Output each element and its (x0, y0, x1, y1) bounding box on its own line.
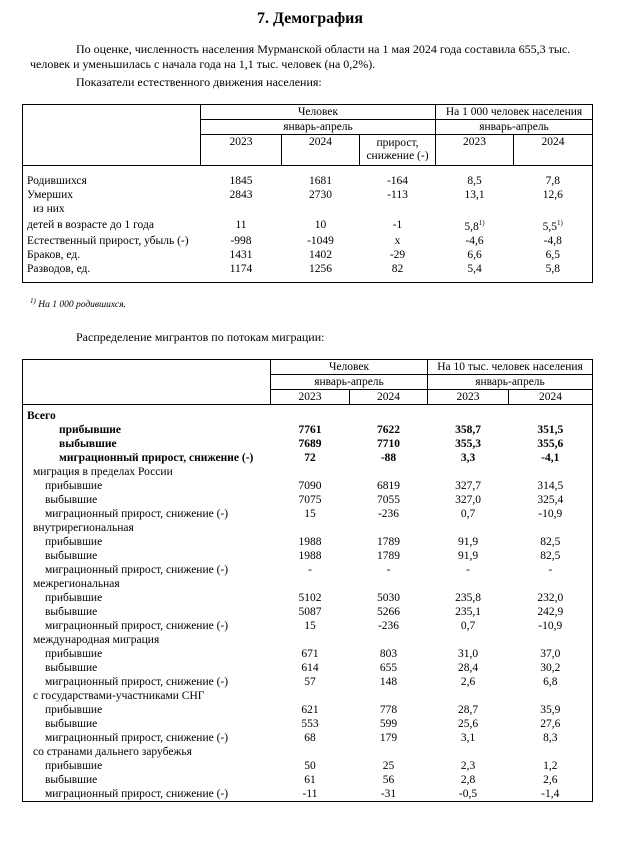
row-label: прибывшие (59, 424, 122, 436)
value-2024: 5266 (377, 606, 400, 618)
table1-year-2023: 2023 (201, 135, 282, 166)
table-row (23, 262, 593, 276)
rate-2024: -10,9 (538, 508, 563, 520)
rate-2024: -4,8 (543, 234, 562, 247)
value-2023 (201, 202, 282, 216)
value-2024 (282, 202, 360, 216)
row-label: выбывшие (45, 774, 98, 786)
table1-period-rate: январь-апрель (436, 120, 593, 135)
value-2024 (350, 465, 428, 479)
table1-head-per1000: На 1 000 человек населения (436, 105, 593, 120)
row-label: детей в возрасте до 1 года (27, 218, 154, 231)
row-label: выбывшие (45, 606, 98, 618)
table-row (23, 633, 593, 647)
value-2024: 599 (379, 718, 398, 730)
value-2024 (350, 521, 428, 535)
value-growth: -164 (386, 175, 409, 187)
value-2024: 2730 (309, 189, 332, 201)
row-label: миграционный прирост, снижение (-) (45, 788, 229, 800)
table-row (23, 202, 593, 216)
value-2024: 148 (379, 676, 398, 688)
value-2023: 72 (304, 452, 316, 464)
table-row (23, 591, 593, 605)
value-2023 (271, 745, 350, 759)
table-row (23, 717, 593, 731)
row-label: прибывшие (45, 480, 103, 492)
rate-2024 (509, 577, 593, 591)
value-2023: 1431 (229, 248, 253, 261)
footnote (30, 297, 126, 310)
row-label: выбывшие (45, 662, 98, 674)
rate-2024: 314,5 (537, 480, 564, 492)
value-2024: -236 (377, 620, 400, 632)
rate-2024: 325,4 (537, 494, 564, 506)
table-row (23, 423, 593, 437)
intro-paragraph: По оценке, численность населения Мурманской области на 1 мая 2024 года составила 655,3 тыс. человек и уменьшилась с начала года на 1,1 тыс. человек (на 0,2%). (30, 42, 571, 71)
rate-2023: 6,6 (467, 248, 482, 261)
rate-2023: 25,6 (457, 718, 479, 730)
row-label: международная миграция (33, 634, 160, 646)
row-label: с государствами-участниками СНГ (33, 690, 205, 702)
value-2024: 25 (382, 760, 395, 772)
rate-2023: 0,7 (460, 508, 476, 520)
value-2023: 15 (304, 508, 316, 520)
footnote-mark: 1) (30, 297, 36, 305)
value-growth (360, 202, 436, 216)
value-2023: 50 (304, 760, 316, 772)
row-label: Умерших (27, 189, 74, 201)
rate-2024: -1,4 (541, 788, 560, 800)
rate-2024: 12,6 (542, 189, 563, 201)
table1-corner (23, 105, 201, 166)
rate-2023: 358,7 (455, 424, 481, 436)
table1-body (23, 174, 593, 282)
value-growth: x (394, 234, 401, 247)
row-label: миграция в пределах России (33, 466, 173, 478)
row-label: со странами дальнего зарубежья (33, 746, 192, 758)
rate-2023: 2,6 (460, 676, 476, 688)
table1-rate-year-2023: 2023 (436, 135, 514, 166)
table-row (23, 689, 593, 703)
row-label: миграционный прирост, снижение (-) (45, 732, 229, 744)
rate-2024: 27,6 (540, 718, 561, 730)
rate-2024: 232,0 (537, 592, 564, 604)
value-2023: 1988 (298, 536, 322, 548)
value-2024: 179 (379, 732, 398, 744)
rate-2023: 31,0 (457, 648, 479, 660)
rate-2023 (428, 577, 509, 591)
rate-2024 (509, 689, 593, 703)
rate-2024 (509, 521, 593, 535)
table-row (23, 773, 593, 787)
row-label: выбывшие (45, 718, 98, 730)
value-2024: 655 (379, 662, 398, 674)
value-growth: -1 (392, 218, 403, 231)
table2-year-2024: 2024 (350, 390, 428, 405)
table2-period-rate: январь-апрель (428, 375, 593, 390)
table2-head-per10k: На 10 тыс. человек населения (428, 360, 593, 375)
value-2023: 11 (235, 218, 247, 231)
rate-2024 (514, 202, 593, 216)
table-row (23, 507, 593, 521)
value-2024: 7055 (377, 494, 400, 506)
rate-2023: 2,8 (460, 774, 476, 786)
row-label: выбывшие (45, 494, 98, 506)
table-row (23, 234, 593, 248)
value-2023: 7090 (298, 480, 322, 492)
rate-2024: 6,5 (545, 248, 560, 261)
row-label: из них (33, 203, 65, 215)
rate-2024: 30,2 (540, 662, 561, 674)
row-label: Браков, ед. (27, 248, 81, 261)
rate-2023: 2,3 (460, 760, 476, 772)
value-2023: 7761 (298, 424, 322, 436)
row-label: выбывшие (45, 550, 98, 562)
rate-2023: 5,4 (467, 262, 482, 275)
value-2024: 5030 (377, 592, 400, 604)
table2-year-2023: 2023 (271, 390, 350, 405)
table-row (23, 577, 593, 591)
rate-2023 (428, 409, 509, 423)
table-row (23, 563, 593, 577)
rate-2023: - (466, 564, 470, 576)
footnote-text: На 1 000 родившихся. (35, 300, 126, 311)
table1-year-2024: 2024 (282, 135, 360, 166)
value-2023: 2843 (229, 189, 253, 201)
rate-2023 (428, 633, 509, 647)
table-row (23, 216, 593, 234)
table-row (23, 535, 593, 549)
rate-2023: 91,9 (457, 536, 479, 548)
row-label: прибывшие (45, 704, 103, 716)
table-row (23, 787, 593, 802)
rate-2023: 3,1 (460, 732, 476, 744)
table-row (23, 479, 593, 493)
table-row (23, 248, 593, 262)
table-row (23, 174, 593, 188)
value-2024: -236 (377, 508, 400, 520)
rate-2023 (428, 521, 509, 535)
table1-caption: Показатели естественного движения населения: (76, 75, 322, 89)
value-growth: 82 (391, 262, 404, 275)
value-2024: -1049 (307, 234, 334, 247)
row-label: Всего (27, 410, 56, 422)
value-2023: 5087 (298, 606, 322, 618)
table1-bottom-spacer (23, 276, 593, 283)
value-2024: -88 (380, 452, 397, 464)
rate-2023: 235,1 (455, 606, 481, 618)
table1-growth-header (360, 135, 436, 166)
rate-2023: 13,1 (464, 189, 485, 201)
table-row (23, 731, 593, 745)
row-label: Естественный прирост, убыль (-) (27, 234, 189, 247)
rate-2023: 5,8$^{1)}$ (464, 219, 485, 233)
rate-2024: 35,9 (540, 704, 561, 716)
rate-2024 (509, 745, 593, 759)
rate-2023 (436, 202, 514, 216)
rate-2024: 6,8 (543, 676, 558, 688)
value-2023: 553 (301, 718, 319, 730)
page-title: 7. Демография (256, 10, 364, 27)
row-label: прибывшие (45, 536, 103, 548)
rate-2024 (509, 633, 593, 647)
natural-movement-table (22, 104, 593, 283)
table2-head-people: Человек (271, 360, 428, 375)
table-row (23, 549, 593, 563)
row-label: внутрирегиональная (33, 522, 134, 534)
value-2024: 7710 (377, 438, 400, 450)
value-2023: 7689 (298, 438, 322, 450)
rate-2024 (509, 409, 593, 423)
intro-text (30, 42, 590, 72)
row-label: миграционный прирост, снижение (-) (45, 508, 229, 520)
value-2023 (271, 409, 350, 423)
value-2023: 614 (301, 662, 319, 674)
value-2024: 1681 (309, 175, 332, 187)
value-2023 (271, 633, 350, 647)
value-2024: 1789 (377, 550, 400, 562)
table-row (23, 619, 593, 633)
rate-2024: 1,2 (543, 760, 558, 772)
table2-caption: Распределение мигрантов по потокам миграции: (76, 330, 325, 344)
table1-head-people: Человек (201, 105, 436, 120)
table-row (23, 188, 593, 202)
growth-line1: прирост, (376, 137, 419, 149)
footnote-ref: 1) (478, 219, 485, 227)
rate-2024: 351,5 (537, 424, 564, 436)
row-label: выбывшие (59, 438, 117, 450)
row-label: миграционный прирост, снижение (-) (45, 564, 229, 576)
value-2023: - (308, 564, 312, 576)
value-2023: 57 (304, 676, 316, 688)
table-row (23, 647, 593, 661)
table-row (23, 661, 593, 675)
table-row (23, 675, 593, 689)
rate-2023: -4,6 (465, 234, 484, 247)
value-growth: -29 (389, 248, 406, 261)
table-row (23, 437, 593, 451)
rate-2023: 28,4 (457, 662, 479, 674)
value-2023: 7075 (298, 494, 322, 506)
value-2024 (350, 745, 428, 759)
value-2024: 7622 (377, 424, 400, 436)
value-2023 (271, 521, 350, 535)
table-row (23, 451, 593, 465)
table-row (23, 605, 593, 619)
value-2023 (271, 465, 350, 479)
row-label: прибывшие (45, 760, 103, 772)
value-2023: 1845 (229, 175, 253, 187)
rate-2023: 8,5 (467, 175, 482, 187)
value-2023: 15 (304, 620, 316, 632)
row-label: Разводов, ед. (27, 262, 91, 275)
rate-2024: - (548, 564, 553, 576)
row-label: миграционный прирост, снижение (-) (59, 452, 254, 464)
value-2024: -31 (380, 788, 397, 800)
table-row (23, 409, 593, 423)
value-2024 (350, 689, 428, 703)
value-2024 (350, 577, 428, 591)
rate-2023: 0,7 (460, 620, 476, 632)
table1-rate-year-2024: 2024 (514, 135, 593, 166)
value-2024: 1256 (309, 262, 332, 275)
rate-2024: 8,3 (543, 732, 558, 744)
row-label: прибывшие (45, 592, 103, 604)
footnote-ref: 1) (557, 219, 563, 227)
value-2024: 1789 (377, 536, 400, 548)
value-2023: -11 (302, 788, 318, 800)
table2-rate-year-2023: 2023 (428, 390, 509, 405)
table-row (23, 465, 593, 479)
value-2024: 803 (379, 648, 398, 660)
rate-2024: 37,0 (540, 648, 561, 660)
rate-2023: -0,5 (458, 788, 478, 800)
rate-2024: 5,8 (545, 262, 560, 275)
value-2023: 61 (304, 774, 316, 786)
table-row (23, 745, 593, 759)
rate-2024: 242,9 (537, 606, 564, 618)
table1-period: январь-апрель (201, 120, 436, 135)
rate-2024 (509, 465, 593, 479)
value-2024 (350, 633, 428, 647)
table1-spacer (23, 166, 593, 175)
table2-period: январь-апрель (271, 375, 428, 390)
rate-2023 (428, 745, 509, 759)
table-row (23, 521, 593, 535)
value-2024 (350, 409, 428, 423)
value-2023: 621 (301, 704, 319, 716)
table-row (23, 703, 593, 717)
value-2024: 6819 (377, 480, 400, 492)
value-2023: 671 (301, 648, 319, 660)
row-label: прибывшие (45, 648, 103, 660)
rate-2023: 91,9 (457, 550, 479, 562)
value-2024: 778 (379, 704, 398, 716)
value-growth: -113 (387, 189, 408, 201)
rate-2023 (428, 465, 509, 479)
value-2023: 1988 (298, 550, 322, 562)
rate-2023: 327,0 (455, 494, 481, 506)
table2-corner (23, 360, 271, 405)
value-2023: -998 (230, 234, 252, 247)
value-2024: 56 (382, 774, 395, 786)
value-2024: 1402 (309, 248, 332, 261)
value-2023: 68 (304, 732, 316, 744)
table-row (23, 493, 593, 507)
value-2023: 5102 (298, 592, 322, 604)
rate-2023: 28,7 (457, 704, 479, 716)
row-label: миграционный прирост, снижение (-) (45, 620, 229, 632)
rate-2024: 355,6 (537, 438, 564, 450)
rate-2024: -4,1 (541, 452, 560, 464)
rate-2023: 355,3 (455, 438, 481, 450)
rate-2024: 2,6 (543, 774, 558, 786)
value-2024: - (386, 564, 391, 576)
table-row (23, 759, 593, 773)
table2-body (23, 409, 593, 802)
value-2023 (271, 577, 350, 591)
migration-table (22, 359, 593, 802)
growth-line2: снижение (-) (366, 150, 429, 162)
row-label: миграционный прирост, снижение (-) (45, 676, 229, 688)
row-label: межрегиональная (33, 578, 120, 590)
rate-2023: 235,8 (455, 592, 481, 604)
row-label: Родившихся (27, 175, 87, 187)
rate-2024: 82,5 (540, 536, 561, 548)
rate-2023: 3,3 (460, 452, 476, 464)
value-2024: 10 (314, 218, 327, 231)
rate-2023 (428, 689, 509, 703)
rate-2024: -10,9 (538, 620, 563, 632)
value-2023 (271, 689, 350, 703)
rate-2024: 5,5$^{1)}$ (542, 219, 563, 233)
rate-2024: 82,5 (540, 550, 561, 562)
value-2023: 1174 (229, 262, 253, 275)
rate-2023: 327,7 (455, 480, 481, 492)
rate-2024: 7,8 (545, 175, 560, 187)
table2-rate-year-2024: 2024 (509, 390, 593, 405)
